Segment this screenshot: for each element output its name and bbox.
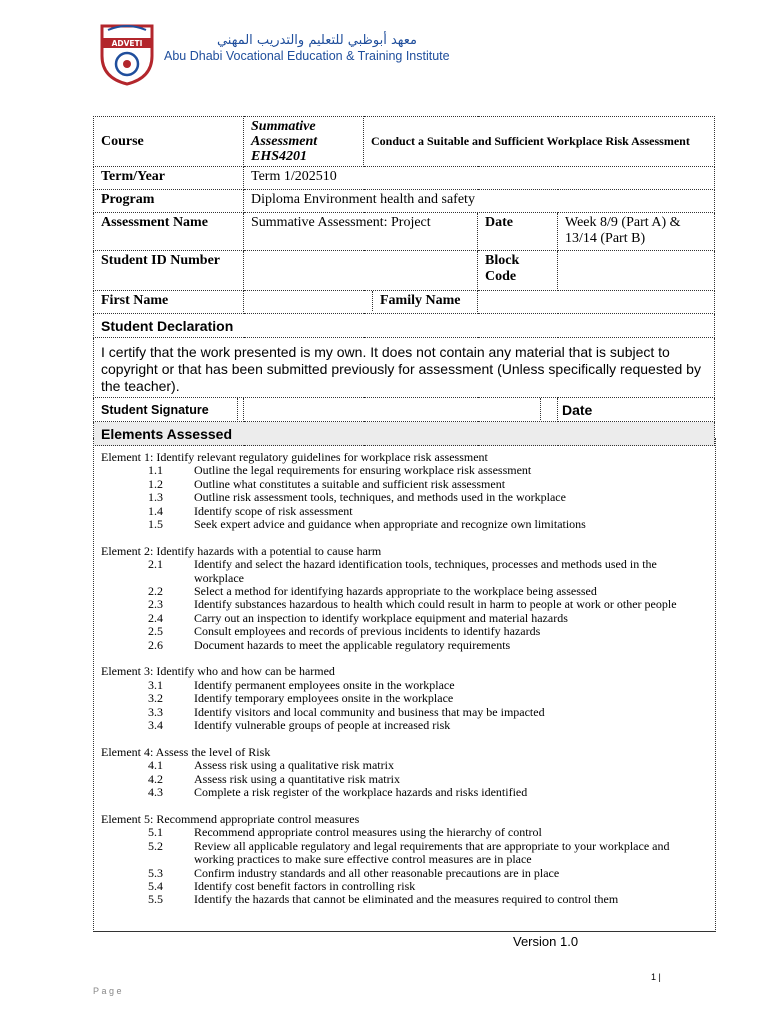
criterion-text: Outline risk assessment tools, techniques, and methods used in the workplace (194, 490, 566, 505)
criterion-number: 1.4 (148, 503, 163, 518)
student-declaration-label: Student Declaration (94, 314, 715, 338)
version-label: Version 1.0 (513, 934, 579, 949)
criterion-number: 5.4 (148, 878, 163, 893)
criterion-number: 2.4 (148, 610, 163, 625)
criterion-number: 4.3 (148, 785, 163, 800)
element-spacer (101, 652, 701, 665)
program-value: Diploma Environment health and safety (244, 190, 715, 213)
element-spacer (101, 800, 701, 813)
page-number: 1 | (651, 972, 661, 982)
criterion-text: Recommend appropriate control measures using the hierarchy of control (194, 825, 542, 840)
element-title: Element 2: Identify hazards with a potential to cause harm (101, 543, 382, 558)
criterion-text: Identify vulnerable groups of people at increased risk (194, 718, 451, 733)
criterion-number: 5.3 (148, 865, 163, 880)
criterion-number: 2.6 (148, 637, 163, 652)
course-title: Conduct a Suitable and Sufficient Workplace Risk Assessment (364, 117, 715, 167)
criterion-text: Identify cost benefit factors in controlling risk (194, 878, 416, 893)
element-criterion (101, 518, 701, 531)
criterion-text: Seek expert advice and guidance when appropriate and recognize own limitations (194, 517, 586, 532)
student-id-field[interactable] (244, 251, 478, 291)
element-criterion (101, 867, 701, 880)
first-name-label: First Name (94, 291, 244, 314)
student-declaration-text: I certify that the work presented is my own. It does not contain any material that is subject to copyright or that has been submitted previously for assessment (Unless specifically requested by the teacher). (94, 338, 715, 398)
element-title: Element 1: Identify relevant regulatory guidelines for workplace risk assessment (101, 450, 488, 464)
criterion-number: 4.1 (148, 758, 163, 773)
criterion-text: Consult employees and records of previous incidents to identify hazards (194, 624, 541, 639)
criterion-number: 3.4 (148, 718, 163, 733)
assessment-cover-table (93, 116, 715, 446)
svg-text:ADVETI: ADVETI (111, 39, 143, 48)
signature-date-label: Date (558, 398, 715, 422)
element-criterion (101, 692, 701, 705)
element-criterion (101, 585, 701, 598)
assessment-code: Summative Assessment EHS4201 (244, 117, 364, 167)
term-label: Term/Year (94, 167, 244, 190)
criterion-number: 2.1 (148, 557, 163, 572)
criterion-text: Review all applicable regulatory and legal requirements that are appropriate to your workplace and working practices to make sure effective control measures are in place (194, 838, 670, 867)
course-label: Course (94, 117, 244, 167)
element-criterion (101, 639, 701, 652)
date-label: Date (478, 213, 558, 251)
assessment-name-value: Summative Assessment: Project (244, 213, 478, 251)
criterion-number: 3.3 (148, 704, 163, 719)
criterion-number: 5.5 (148, 892, 163, 907)
term-value: Term 1/202510 (244, 167, 715, 190)
block-code-field[interactable] (558, 251, 715, 291)
element-criterion (101, 773, 701, 786)
student-signature-field[interactable] (237, 398, 541, 420)
criterion-text: Identify permanent employees onsite in the workplace (194, 677, 455, 692)
elements-assessed-label: Elements Assessed (94, 422, 715, 446)
criterion-number: 1.5 (148, 517, 163, 532)
criterion-text: Select a method for identifying hazards appropriate to the workplace being assessed (194, 584, 597, 599)
criterion-number: 1.3 (148, 490, 163, 505)
criterion-number: 5.2 (148, 838, 163, 853)
element-criterion (101, 679, 701, 692)
criterion-text: Complete a risk register of the workplace hazards and risks identified (194, 785, 528, 800)
criterion-text: Identify visitors and local community and business that may be impacted (194, 704, 545, 719)
element-spacer (101, 531, 701, 544)
criterion-number: 3.2 (148, 691, 163, 706)
criterion-number: 2.5 (148, 624, 163, 639)
student-id-label: Student ID Number (94, 251, 244, 291)
element-criterion (101, 625, 701, 638)
element-criterion (101, 893, 701, 906)
element-spacer (101, 733, 701, 746)
criterion-text: Identify temporary employees onsite in the workplace (194, 691, 454, 706)
element-criterion (101, 464, 701, 477)
criterion-number: 2.2 (148, 584, 163, 599)
institute-english-name: Abu Dhabi Vocational Education & Training Institute (164, 49, 450, 63)
element-criterion (101, 880, 701, 893)
page-word: Page (93, 986, 125, 996)
element-criterion (101, 706, 701, 719)
element-title: Element 4: Assess the level of Risk (101, 744, 271, 759)
family-name-field[interactable] (478, 291, 715, 314)
element-criterion (101, 759, 701, 772)
criterion-text: Identify the hazards that cannot be eliminated and the measures required to control them (194, 892, 619, 907)
element-criterion (101, 719, 701, 732)
criterion-text: Identify substances hazardous to health which could result in harm to people at work or other people (194, 597, 677, 612)
criterion-text: Carry out an inspection to identify workplace equipment and material hazards (194, 610, 568, 625)
first-name-field[interactable] (244, 291, 373, 311)
element-criterion (101, 505, 701, 518)
element-criterion (101, 826, 701, 839)
family-name-label: Family Name (380, 293, 461, 308)
criterion-number: 1.1 (148, 463, 163, 478)
elements-assessed-box (93, 438, 716, 932)
criterion-number: 5.1 (148, 825, 163, 840)
criterion-number: 4.2 (148, 771, 163, 786)
elements-list (101, 451, 701, 907)
criterion-text: Assess risk using a qualitative risk matrix (194, 758, 394, 773)
date-value: Week 8/9 (Part A) & 13/14 (Part B) (558, 213, 715, 251)
criterion-text: Confirm industry standards and all other reasonable precautions are in place (194, 865, 560, 880)
element-criterion (101, 478, 701, 491)
criterion-number: 3.1 (148, 677, 163, 692)
program-label: Program (94, 190, 244, 213)
institute-arabic-name: معهد أبوظبي للتعليم والتدريب المهني (216, 33, 418, 48)
criterion-text: Identify scope of risk assessment (194, 503, 353, 518)
criterion-text: Document hazards to meet the applicable regulatory requirements (194, 637, 511, 652)
criterion-text: Identify and select the hazard identification tools, techniques, processes and methods used in the workplace (194, 557, 657, 585)
element-criterion (101, 786, 701, 799)
criterion-text: Outline what constitutes a suitable and sufficient risk assessment (194, 476, 506, 491)
criterion-number: 2.3 (148, 597, 163, 612)
assessment-name-label: Assessment Name (94, 213, 244, 251)
student-signature-label: Student Signature (94, 398, 244, 422)
element-criterion (101, 491, 701, 504)
block-code-label: Block Code (478, 251, 558, 291)
element-criterion (101, 598, 701, 611)
element-criterion (101, 612, 701, 625)
criterion-text: Outline the legal requirements for ensuring workplace risk assessment (194, 463, 532, 478)
adveti-logo (98, 20, 156, 86)
element-criterion (101, 840, 701, 867)
criterion-number: 1.2 (148, 476, 163, 491)
element-criterion (101, 558, 701, 585)
element-title: Element 5: Recommend appropriate control measures (101, 811, 360, 826)
element-title: Element 3: Identify who and how can be harmed (101, 664, 335, 679)
criterion-text: Assess risk using a quantitative risk matrix (194, 771, 400, 786)
